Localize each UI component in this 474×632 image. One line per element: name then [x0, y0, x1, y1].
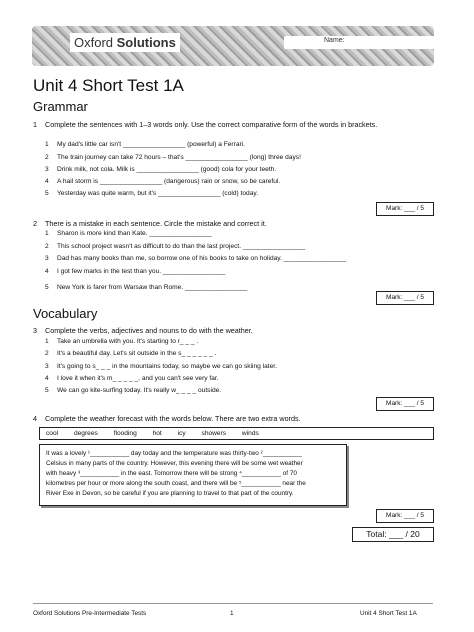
word-bank: [39, 427, 434, 440]
footer-right: Unit 4 Short Test 1A: [360, 610, 417, 617]
weather-forecast-text: [39, 444, 347, 506]
word-bank-item: icy: [177, 430, 186, 437]
word-bank-item: showers: [201, 430, 227, 437]
word-bank-item: degrees: [73, 430, 98, 437]
q3-mark-box[interactable]: Mark: ___ / 5: [376, 397, 434, 411]
footer-page-number: 1: [230, 610, 234, 617]
word-bank-item: flooding: [113, 430, 137, 437]
q1-mark-box[interactable]: Mark: ___ / 5: [376, 202, 434, 216]
word-bank-item: cool: [46, 430, 59, 437]
forecast-line: with heavy ³___________ in the east. Tomorrow there will be strong ⁴___________ of 70: [46, 470, 297, 477]
footer-left: Oxford Solutions Pre-Intermediate Tests: [33, 610, 147, 617]
section-heading-vocabulary: Vocabulary: [33, 306, 98, 321]
name-field[interactable]: [284, 36, 434, 49]
forecast-line: It was a lovely ¹___________ day today and the temperature was thirty-two ²___________: [46, 450, 302, 457]
total-score-box[interactable]: Total: ___ / 20: [352, 527, 434, 542]
section-heading-grammar: Grammar: [33, 99, 88, 114]
forecast-line: kilometres per hour or more along the south coast, and there will be ⁵___________ near the: [46, 480, 306, 487]
page-title: Unit 4 Short Test 1A: [33, 76, 184, 95]
q4-mark-box[interactable]: Mark: ___ / 5: [376, 509, 434, 523]
forecast-line: Celsius in many parts of the country. However, this evening there will be some wet weather: [46, 460, 303, 467]
header-banner: [32, 26, 434, 66]
word-bank-item: winds: [241, 430, 259, 437]
footer-divider: [33, 603, 433, 604]
oxford-solutions-logo: Oxford Solutions: [70, 33, 180, 52]
forecast-line: River Exe in Devon, so be careful if you are planning to travel to that part of the country.: [46, 490, 294, 497]
word-bank-item: hot: [152, 430, 162, 437]
q2-mark-box[interactable]: Mark: ___ / 5: [376, 291, 434, 305]
name-label: Name:: [324, 37, 345, 44]
